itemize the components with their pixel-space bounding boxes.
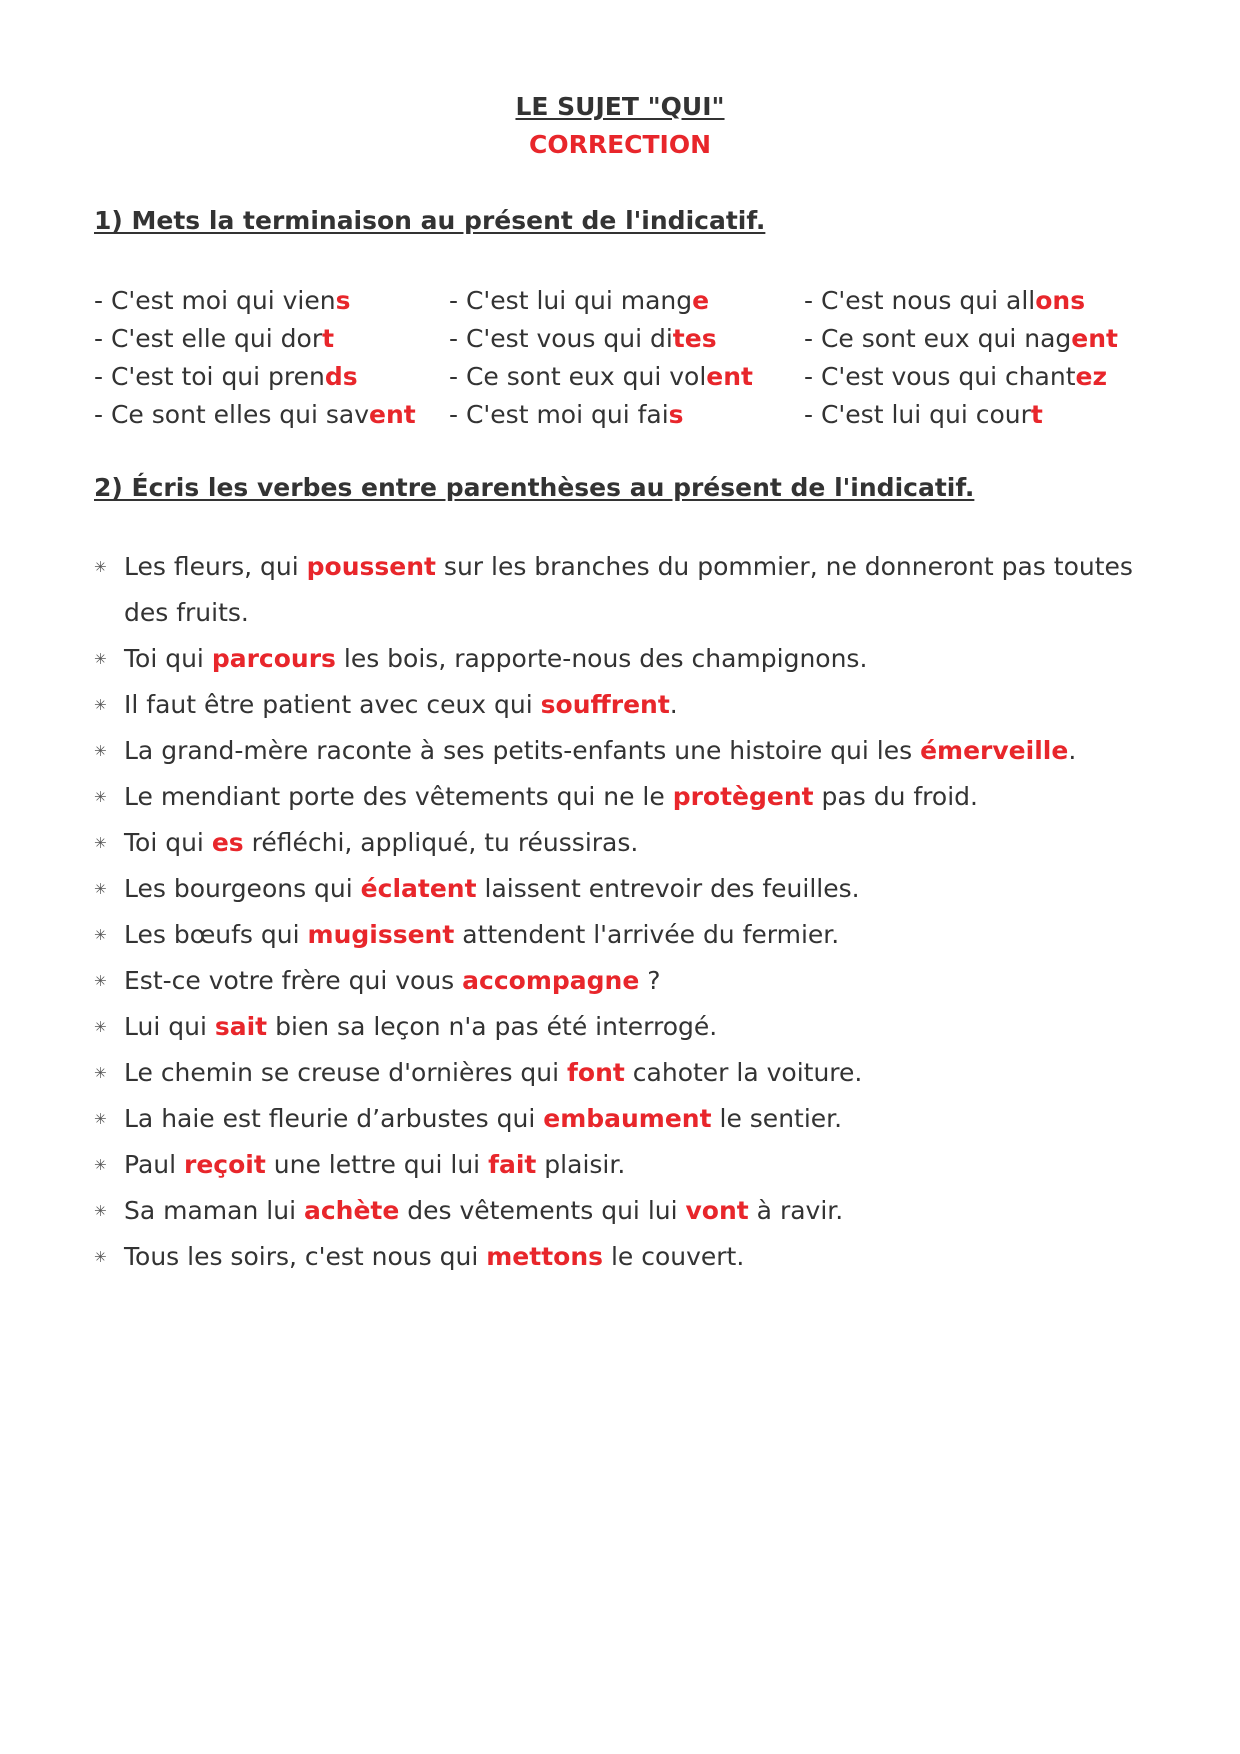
conjugation-ending: ds [324, 362, 358, 391]
sentence-text: bien sa leçon n'a pas été interrogé. [267, 1012, 718, 1041]
sentence-text: cahoter la voiture. [624, 1058, 863, 1087]
sentence-text: Est-ce votre frère qui vous [124, 966, 463, 995]
asterisk-bullet-icon: ✳ [94, 1110, 107, 1128]
sentence-text: . [669, 690, 678, 719]
answer-verb: mettons [486, 1242, 603, 1271]
asterisk-bullet-icon: ✳ [94, 1248, 107, 1266]
sentence-text: Le mendiant porte des vêtements qui ne le [124, 782, 673, 811]
conjugation-item [94, 396, 449, 434]
sentence-text: réfléchi, appliqué, tu réussiras. [243, 828, 639, 857]
conjugation-item [94, 358, 449, 396]
conjugation-ending: t [322, 324, 335, 353]
conjugation-stem: - C'est toi qui pren [94, 362, 325, 391]
list-item [94, 1234, 1169, 1280]
list-item [94, 1188, 1169, 1234]
conjugation-item [449, 282, 804, 320]
sentence-text: La grand-mère raconte à ses petits-enfants une histoire qui les [124, 736, 921, 765]
asterisk-bullet-icon: ✳ [94, 696, 107, 714]
sentence-text: Paul [124, 1150, 185, 1179]
exercise-2-heading: 2) Écris les verbes entre parenthèses au présent de l'indicatif. [94, 473, 975, 502]
conjugation-stem: - Ce sont eux qui vol [449, 362, 707, 391]
exercise-1-heading: 1) Mets la terminaison au présent de l'indicatif. [94, 206, 766, 235]
conjugation-stem: - C'est lui qui mang [449, 286, 693, 315]
sentence-text: La haie est fleurie d’arbustes qui [124, 1104, 544, 1133]
answer-verb: reçoit [184, 1150, 266, 1179]
conjugation-ending: e [692, 286, 710, 315]
answer-verb: achète [303, 1196, 400, 1225]
conjugation-stem: - C'est elle qui dor [94, 324, 323, 353]
sentence-text: sur les branches du pommier, ne donneront pas toutes des fruits. [124, 552, 1133, 627]
asterisk-bullet-icon: ✳ [94, 972, 107, 990]
sentence-text: Les fleurs, qui [124, 552, 307, 581]
conjugation-item [804, 358, 1154, 396]
conjugation-stem: - C'est lui qui cour [804, 400, 1031, 429]
asterisk-bullet-icon: ✳ [94, 558, 107, 576]
sentence-text: des vêtements qui lui [399, 1196, 686, 1225]
conjugation-ending: s [668, 400, 684, 429]
conjugation-item [804, 320, 1154, 358]
answer-verb: émerveille [920, 736, 1069, 765]
conjugation-item [449, 320, 804, 358]
asterisk-bullet-icon: ✳ [94, 1064, 107, 1082]
conjugation-ending: t [1030, 400, 1043, 429]
list-item [94, 1050, 1169, 1096]
sentence-text: le couvert. [603, 1242, 745, 1271]
list-item [94, 636, 1169, 682]
sentence-text: une lettre qui lui [265, 1150, 489, 1179]
list-item [94, 1096, 1169, 1142]
asterisk-bullet-icon: ✳ [94, 1156, 107, 1174]
conjugation-ending: s [335, 286, 351, 315]
list-item [94, 774, 1169, 820]
sentence-text: à ravir. [748, 1196, 844, 1225]
list-item [94, 1142, 1169, 1188]
list-item [94, 1004, 1169, 1050]
page-title: LE SUJET "QUI" [515, 92, 725, 121]
sentence-text: attendent l'arrivée du fermier. [454, 920, 840, 949]
sentence-text: Lui qui [124, 1012, 215, 1041]
asterisk-bullet-icon: ✳ [94, 926, 107, 944]
conjugation-stem: - C'est moi qui fai [449, 400, 669, 429]
conjugation-ending: tes [672, 324, 717, 353]
asterisk-bullet-icon: ✳ [94, 1202, 107, 1220]
conjugation-stem: - C'est vous qui di [449, 324, 673, 353]
sentence-text: pas du froid. [813, 782, 978, 811]
answer-verb: mugissent [307, 920, 455, 949]
conjugation-stem: - Ce sont eux qui nag [804, 324, 1072, 353]
asterisk-bullet-icon: ✳ [94, 742, 107, 760]
answer-verb: souffrent [540, 690, 670, 719]
conjugation-ending: ent [706, 362, 753, 391]
conjugation-stem: - C'est moi qui vien [94, 286, 336, 315]
asterisk-bullet-icon: ✳ [94, 880, 107, 898]
conjugation-stem: - C'est nous qui all [804, 286, 1036, 315]
sentence-text: Les bœufs qui [124, 920, 308, 949]
answer-verb: embaument [543, 1104, 712, 1133]
answer-verb: es [211, 828, 244, 857]
correction-subtitle: CORRECTION [528, 130, 712, 159]
asterisk-bullet-icon: ✳ [94, 788, 107, 806]
list-item [94, 682, 1169, 728]
conjugation-stem: - C'est vous qui chant [804, 362, 1076, 391]
conjugation-grid [94, 282, 1154, 434]
answer-verb: font [567, 1058, 625, 1087]
answer-verb: éclatent [360, 874, 477, 903]
answer-verb: accompagne [462, 966, 640, 995]
sentence-list [94, 544, 1169, 1280]
conjugation-item [804, 282, 1154, 320]
sentence-text: Toi qui [124, 828, 212, 857]
conjugation-ending: ez [1075, 362, 1108, 391]
answer-verb: sait [214, 1012, 268, 1041]
conjugation-stem: - Ce sont elles qui sav [94, 400, 370, 429]
sentence-text: plaisir. [536, 1150, 626, 1179]
conjugation-ending: ons [1035, 286, 1086, 315]
conjugation-ending: ent [369, 400, 416, 429]
conjugation-item [94, 282, 449, 320]
sentence-text: les bois, rapporte-nous des champignons. [335, 644, 868, 673]
list-item [94, 820, 1169, 866]
asterisk-bullet-icon: ✳ [94, 650, 107, 668]
sentence-text: . [1068, 736, 1077, 765]
sentence-text: Les bourgeons qui [124, 874, 361, 903]
sentence-text: laissent entrevoir des feuilles. [476, 874, 860, 903]
conjugation-ending: ent [1071, 324, 1118, 353]
sentence-text: Tous les soirs, c'est nous qui [124, 1242, 487, 1271]
list-item [94, 866, 1169, 912]
conjugation-item [94, 320, 449, 358]
sentence-text: ? [639, 966, 661, 995]
answer-verb: parcours [211, 644, 336, 673]
list-item [94, 912, 1169, 958]
asterisk-bullet-icon: ✳ [94, 834, 107, 852]
list-item [94, 958, 1169, 1004]
sentence-text: Le chemin se creuse d'ornières qui [124, 1058, 568, 1087]
sentence-text: Sa maman lui [124, 1196, 304, 1225]
answer-verb: vont [685, 1196, 749, 1225]
sentence-text: Il faut être patient avec ceux qui [124, 690, 541, 719]
answer-verb: fait [488, 1150, 537, 1179]
sentence-text: Toi qui [124, 644, 212, 673]
sentence-text: le sentier. [711, 1104, 843, 1133]
answer-verb: poussent [306, 552, 436, 581]
conjugation-item [449, 396, 804, 434]
conjugation-item [804, 396, 1154, 434]
list-item [94, 728, 1169, 774]
asterisk-bullet-icon: ✳ [94, 1018, 107, 1036]
list-item [94, 544, 1169, 636]
answer-verb: protègent [672, 782, 814, 811]
conjugation-item [449, 358, 804, 396]
